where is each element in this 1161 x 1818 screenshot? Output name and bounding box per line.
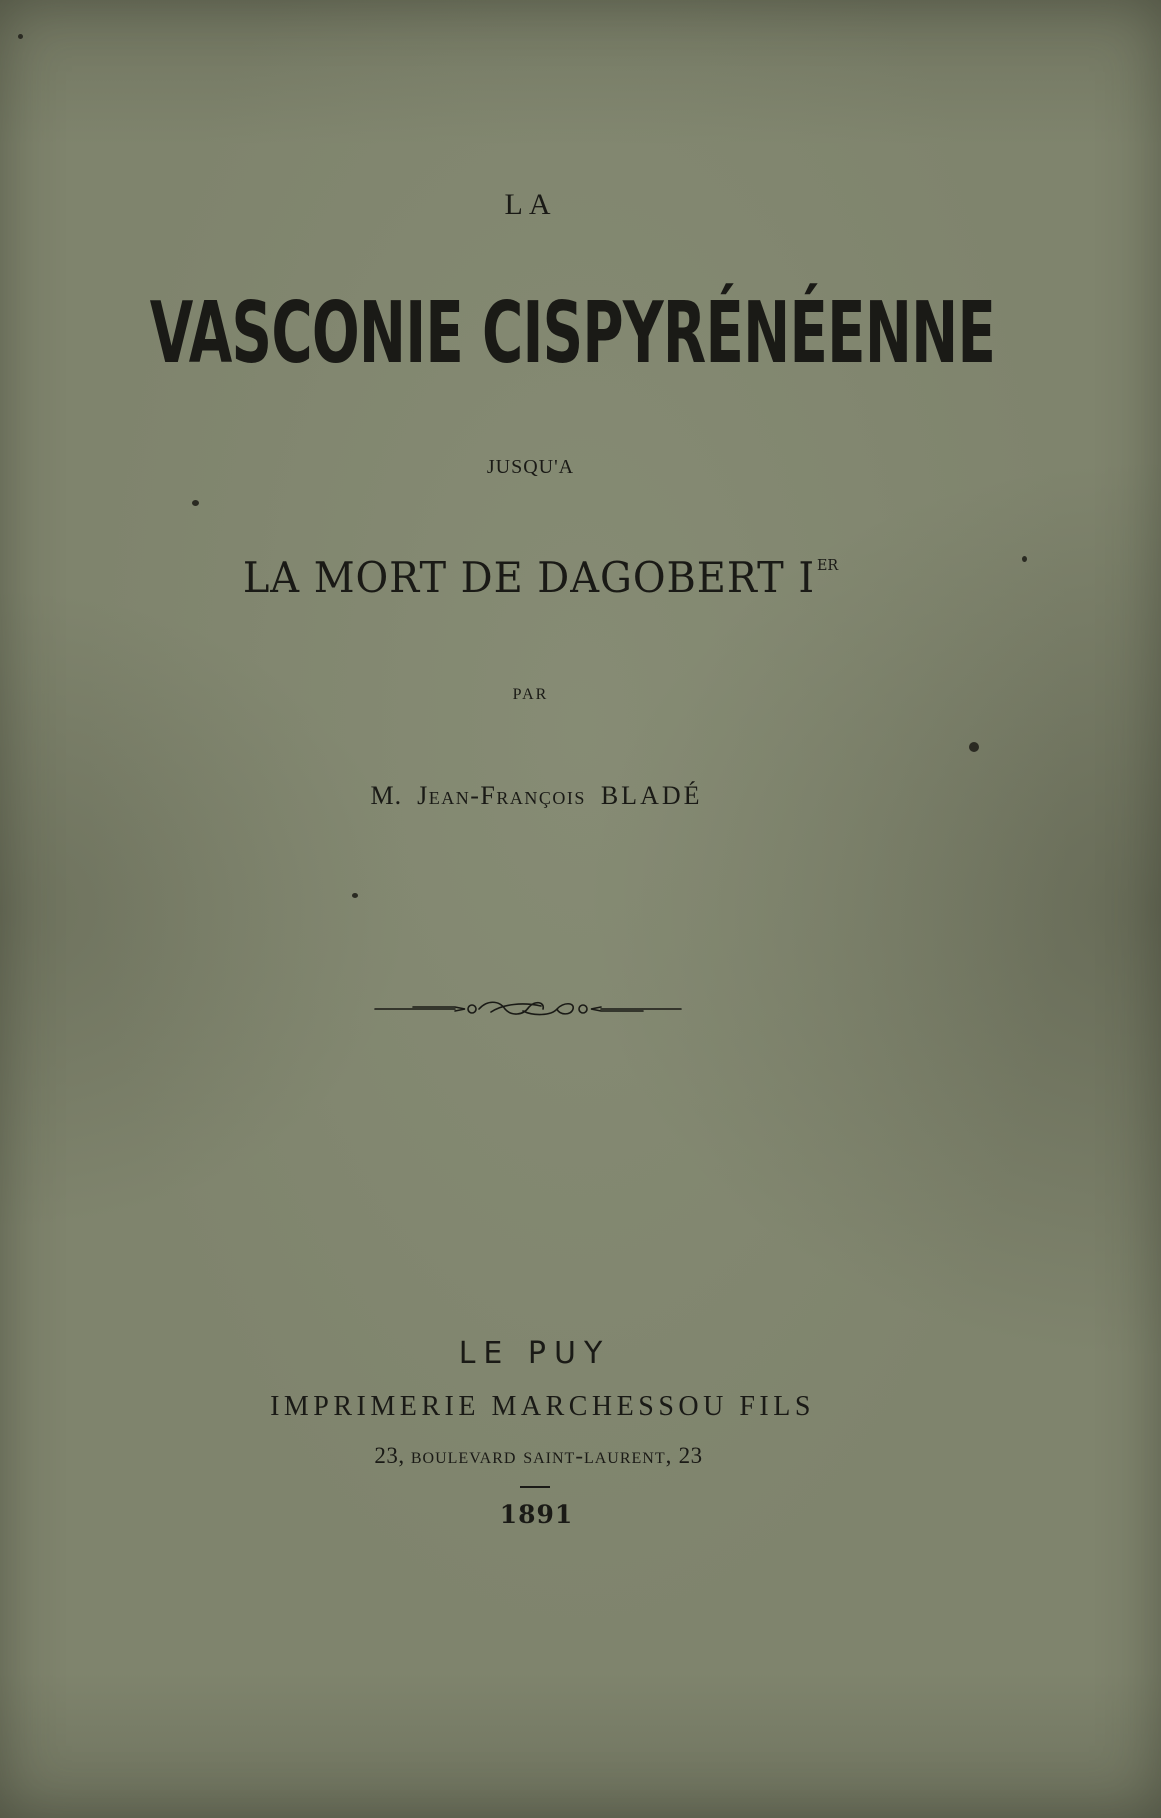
author-surname: BLADÉ: [600, 781, 703, 810]
year-rule: [520, 1486, 550, 1488]
subtitle-superscript: ER: [816, 556, 839, 574]
by-line: PAR: [512, 686, 549, 703]
scroll-flourish-divider-icon: [373, 996, 683, 1022]
ink-speck: [352, 893, 358, 898]
address-street: boulevard saint-laurent,: [410, 1443, 673, 1468]
subtitle-text: LA MORT DE DAGOBERT I: [242, 553, 816, 602]
author-name: [6, 781, 1067, 811]
publication-city: LE PUY: [458, 1336, 611, 1371]
printer-address: [8, 1443, 1069, 1469]
ink-speck: [1022, 556, 1027, 562]
ink-speck: [192, 500, 199, 506]
ink-speck: [18, 34, 23, 39]
author-given-name: Jean-François: [417, 781, 586, 810]
address-number-start: 23,: [374, 1443, 405, 1468]
book-subtitle: [37, 553, 1045, 602]
author-prefix: M.: [370, 781, 403, 810]
publication-year: 1891: [499, 1500, 574, 1529]
title-connector: JUSQU'A: [486, 456, 575, 478]
book-title: VASCONIE CISPYRÉNÉENNE: [149, 282, 996, 383]
printer-name: IMPRIMERIE MARCHESSOU FILS: [270, 1391, 815, 1422]
ink-speck: [969, 742, 979, 752]
title-article: LA: [504, 188, 557, 221]
address-number-end: 23: [678, 1443, 703, 1468]
